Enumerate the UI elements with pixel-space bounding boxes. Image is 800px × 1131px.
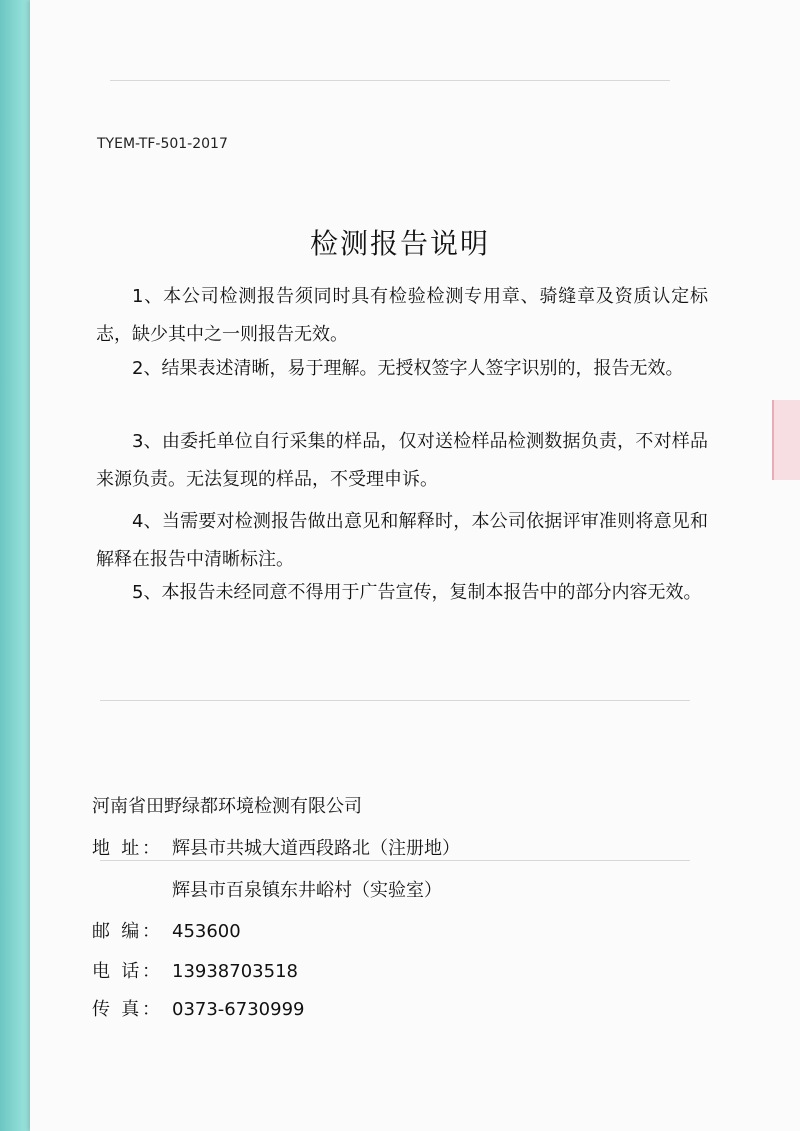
bleed-through-line bbox=[100, 860, 690, 861]
phone-label: 电 话： bbox=[92, 961, 160, 982]
address-label: 地 址： bbox=[92, 838, 160, 859]
address-laboratory: 辉县市百泉镇东井峪村（实验室） bbox=[172, 880, 442, 901]
phone-value: 13938703518 bbox=[172, 961, 298, 982]
bleed-through-line bbox=[100, 700, 690, 701]
seam-stamp bbox=[772, 400, 800, 480]
postcode-value: 453600 bbox=[172, 921, 241, 942]
address-row bbox=[92, 834, 460, 860]
paragraph-1: 1、本公司检测报告须同时具有检验检测专用章、骑缝章及资质认定标志，缺少其中之一则报告无效。 bbox=[96, 286, 708, 345]
bleed-through-line bbox=[110, 80, 670, 81]
page-title: 检测报告说明 bbox=[309, 227, 490, 260]
address-row-2 bbox=[172, 876, 442, 902]
fax-value: 0373-6730999 bbox=[172, 999, 305, 1020]
company-name: 河南省田野绿都环境检测有限公司 bbox=[92, 796, 362, 817]
postcode-label: 邮 编： bbox=[92, 921, 160, 942]
paragraph-3: 3、由委托单位自行采集的样品，仅对送检样品检测数据负责，不对样品来源负责。无法复现的样品，不受理申诉。 bbox=[96, 431, 708, 490]
fax-row bbox=[92, 995, 304, 1021]
postcode-row bbox=[92, 917, 241, 943]
paragraph-2: 2、结果表述清晰，易于理解。无授权签字人签字识别的，报告无效。 bbox=[132, 358, 684, 379]
phone-row bbox=[92, 957, 298, 983]
background-edge bbox=[0, 0, 34, 1131]
paragraph-4: 4、当需要对检测报告做出意见和解释时，本公司依据评审准则将意见和解释在报告中清晰标注。 bbox=[96, 511, 708, 570]
address-registered: 辉县市共城大道西段路北（注册地） bbox=[172, 838, 460, 859]
document-code: TYEM-TF-501-2017 bbox=[97, 136, 228, 152]
paragraph-5: 5、本报告未经同意不得用于广告宣传，复制本报告中的部分内容无效。 bbox=[132, 582, 702, 603]
fax-label: 传 真： bbox=[92, 999, 160, 1020]
